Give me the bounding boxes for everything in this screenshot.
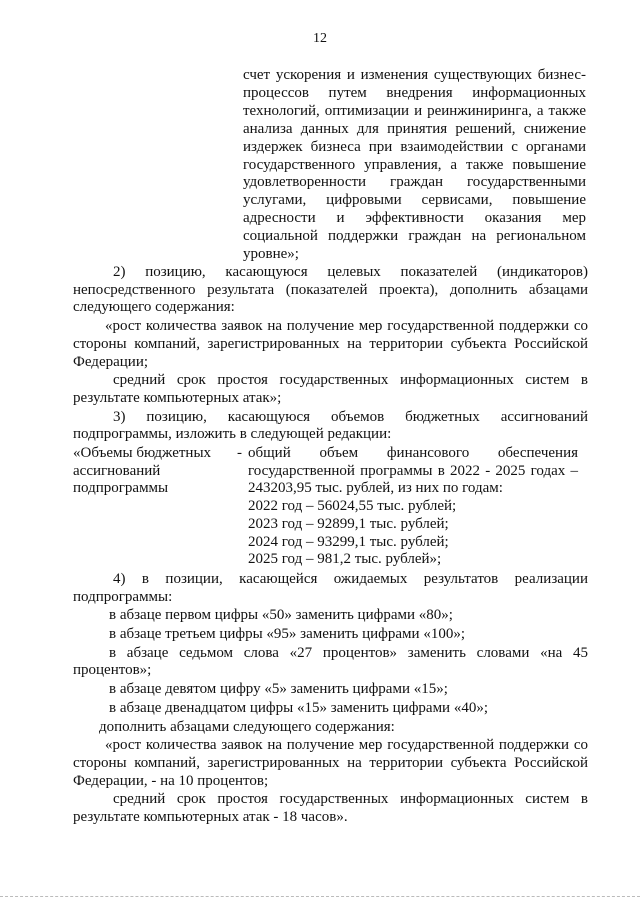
budget-year-2024: 2024 год – 93299,1 тыс. рублей; <box>248 533 449 550</box>
item-4-line: в абзаце девятом цифру «5» заменить цифрами «15»; <box>109 681 448 698</box>
budget-table-label <box>73 445 248 569</box>
budget-label-line-1: «Объемы бюджетных <box>73 445 212 462</box>
budget-label-line-3: подпрограммы <box>73 480 169 497</box>
item-4-intro: 4) в позиции, касающейся ожидаемых результатов реализации подпрограммы: <box>73 570 588 605</box>
item-4-line: в абзаце третьем цифры «95» заменить цифрами «100»; <box>109 626 465 643</box>
amendments-body <box>73 264 588 828</box>
item-2-intro: 2) позицию, касающуюся целевых показателей (индикаторов) непосредственного результата (показателей проекта), дополнить абзацами следующего содержания: <box>73 264 588 316</box>
item-2-quote-1: «рост количества заявок на получение мер государственной поддержки со стороны компаний, зарегистрированных на территории субъекта Российской Федерации; <box>73 318 588 370</box>
continuation-paragraph: счет ускорения и изменения существующих бизнес-процессов путем внедрения информационных технологий, оптимизации и реинжиниринга, а также анализа данных для принятия решений, снижение издержек бизнеса при взаимодействии с органами государственного управления, а также повышение удовлетворенности граждан государственными услугами, цифровыми сервисами, повышение адресности и эффективности оказания мер социальной поддержки граждан на региональном уровне»; <box>243 67 586 263</box>
budget-label-dash: - <box>237 445 242 462</box>
page-number: 12 <box>313 31 327 46</box>
item-4-line: в абзаце двенадцатом цифры «15» заменить цифрами «40»; <box>109 699 489 716</box>
item-2-quote-2: средний срок простоя государственных информационных систем в результате компьютерных атак»; <box>73 372 588 406</box>
budget-year-2022: 2022 год – 56024,55 тыс. рублей; <box>248 498 457 515</box>
item-4-quote-1: «рост количества заявок на получение мер государственной поддержки со стороны компаний, зарегистрированных на территории субъекта Российской Федерации, - на 10 процентов; <box>73 737 588 789</box>
budget-table <box>73 445 588 569</box>
item-4-line: дополнить абзацами следующего содержания: <box>99 718 395 735</box>
budget-year-2025: 2025 год – 981,2 тыс. рублей»; <box>248 551 442 568</box>
budget-total-text: общий объем финансового обеспечения государственной программы в 2022 - 2025 годах – 243203,95 тыс. рублей, из них по годам: <box>248 445 578 497</box>
budget-year-2023: 2023 год – 92899,1 тыс. рублей; <box>248 515 449 532</box>
item-4-line: в абзаце первом цифры «50» заменить цифрами «80»; <box>109 607 453 624</box>
item-3-intro: 3) позицию, касающуюся объемов бюджетных ассигнований подпрограммы, изложить в следующей редакции: <box>73 408 588 443</box>
item-4-line: в абзаце седьмом слова «27 процентов» заменить словами «на 45 процентов»; <box>73 644 588 679</box>
item-4-quote-2: средний срок простоя государственных информационных систем в результате компьютерных атак - 18 часов». <box>73 791 588 826</box>
budget-label-line-2: ассигнований <box>73 462 161 479</box>
footer-divider <box>0 896 640 897</box>
budget-table-value <box>248 445 578 569</box>
